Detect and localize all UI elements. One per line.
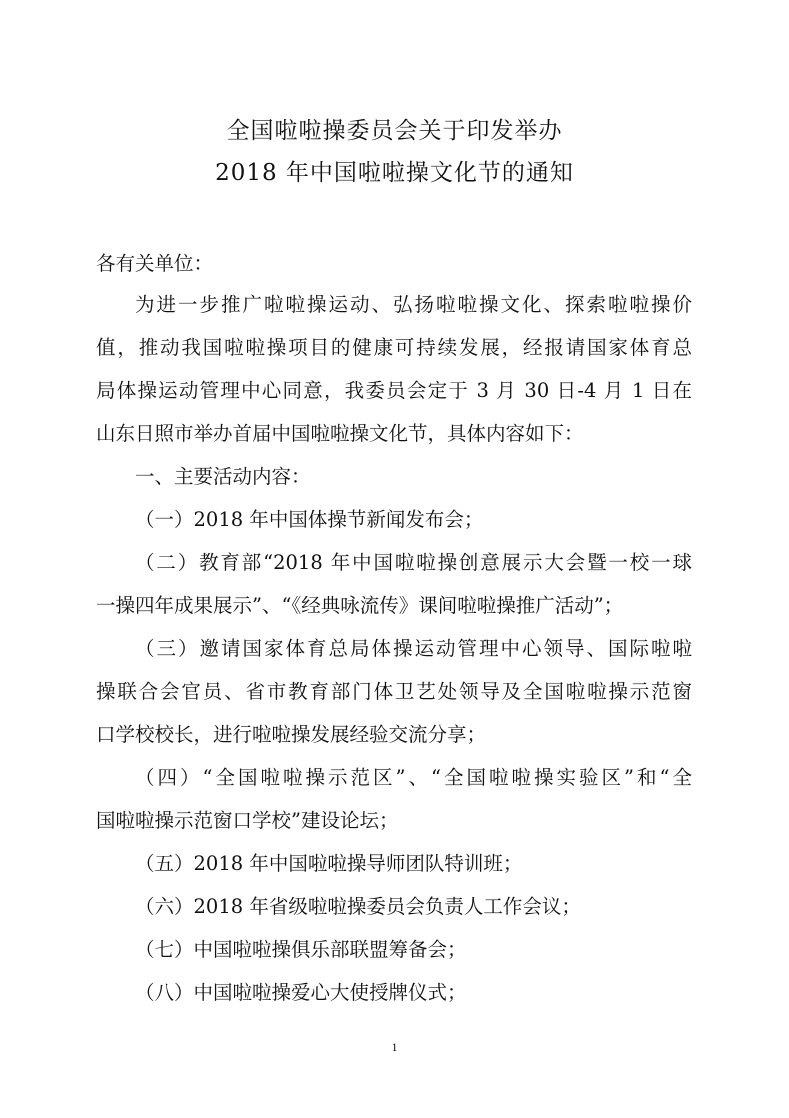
page-number: 1 bbox=[391, 1040, 398, 1054]
list-item: （二）教育部“2018 年中国啦啦操创意展示大会暨一校一球 bbox=[135, 551, 692, 574]
list-item-continuation: 国啦啦操示范窗口学校”建设论坛； bbox=[96, 809, 399, 832]
document-title-line-1: 全国啦啦操委员会关于印发举办 bbox=[226, 118, 563, 144]
list-item: （五）2018 年中国啦啦操导师团队特训班； bbox=[135, 852, 523, 875]
salutation: 各有关单位： bbox=[96, 252, 214, 275]
list-item-continuation: 口学校校长，进行啦啦操发展经验交流分享； bbox=[96, 723, 487, 746]
intro-line-2: 值，推动我国啦啦操项目的健康可持续发展，经报请国家体育总 bbox=[96, 336, 692, 359]
list-item: （四）“全国啦啦操示范区”、“全国啦啦操实验区”和“全 bbox=[135, 766, 692, 789]
list-item: （八）中国啦啦操爱心大使授牌仪式； bbox=[135, 981, 467, 1004]
list-item: （七）中国啦啦操俱乐部联盟筹备会； bbox=[135, 938, 467, 961]
intro-line-3: 局体操运动管理中心同意，我委员会定于 3 月 30 日-4 月 1 日在 bbox=[96, 379, 692, 402]
intro-line-4: 山东日照市举办首届中国啦啦操文化节，具体内容如下： bbox=[96, 422, 584, 445]
document-title-line-2: 2018 年中国啦啦操文化节的通知 bbox=[215, 160, 574, 186]
list-item-continuation: 一操四年成果展示”、“《经典咏流传》课间啦啦操推广活动”； bbox=[96, 594, 624, 617]
list-item: （一）2018 年中国体操节新闻发布会； bbox=[135, 508, 484, 531]
list-item: （六）2018 年省级啦啦操委员会负责人工作会议； bbox=[135, 895, 581, 918]
list-item-continuation: 操联合会官员、省市教育部门体卫艺处领导及全国啦啦操示范窗 bbox=[96, 680, 692, 703]
list-item: （三）邀请国家体育总局体操运动管理中心领导、国际啦啦 bbox=[135, 637, 692, 660]
section-heading: 一、主要活动内容： bbox=[135, 465, 311, 488]
intro-line-1: 为进一步推广啦啦操运动、弘扬啦啦操文化、探索啦啦操价 bbox=[135, 293, 692, 316]
